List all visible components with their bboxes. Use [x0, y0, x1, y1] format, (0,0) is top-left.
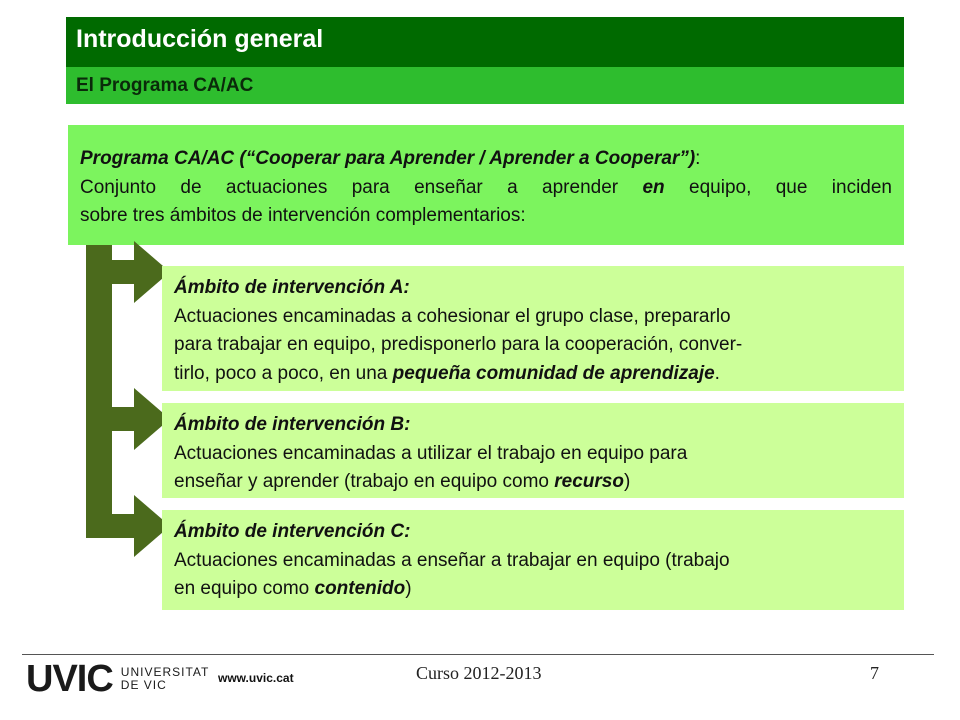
ambit-heading: Ámbito de intervención C:: [174, 521, 411, 542]
ambit-text-line: [174, 360, 890, 389]
intro-word: a: [507, 176, 518, 198]
intro-word: inciden: [831, 176, 892, 198]
ambit-emphasis: contenido: [314, 578, 406, 599]
logo-subtext: [121, 666, 210, 692]
intro-emphasis: en: [642, 176, 665, 198]
footer-divider: [22, 654, 934, 655]
slide-subtitle: El Programa CA/AC: [76, 75, 254, 96]
ambit-text: ): [623, 471, 631, 492]
course-label: Curso 2012-2013: [416, 663, 542, 683]
ambit-text: tirlo, poco a poco, en una: [174, 362, 393, 384]
connector-arm-b: [86, 407, 136, 431]
ambit-text-line: [174, 468, 890, 497]
intro-lead: Programa CA/AC (“Cooperar para Aprender / Aprender a Cooperar”): [80, 148, 696, 169]
intro-line-3: sobre tres ámbitos de intervención complementarios:: [80, 205, 526, 226]
uvic-logo: [26, 660, 209, 698]
connector-bracket: [86, 245, 112, 538]
intro-word: aprender: [542, 176, 619, 198]
ambit-box-c: [162, 510, 904, 610]
ambit-box-a: [162, 266, 904, 391]
ambit-text: ): [405, 578, 412, 599]
intro-box: [68, 125, 904, 245]
ambit-text-line: Actuaciones encaminadas a cohesionar el grupo clase, prepararlo: [174, 305, 731, 327]
slide-title: Introducción general: [76, 25, 324, 53]
intro-word: equipo,: [689, 176, 752, 198]
intro-word: de: [180, 176, 202, 198]
connector-arm-a: [86, 260, 136, 284]
logo-mark: UVIC: [26, 658, 113, 700]
intro-word: que: [775, 176, 808, 198]
intro-word: enseñar: [414, 176, 483, 198]
ambit-text: enseñar y aprender (trabajo en equipo como: [174, 471, 555, 492]
ambit-text-line: para trabajar en equipo, predisponerlo para la cooperación, conver-: [174, 334, 743, 355]
ambit-text-line: Actuaciones encaminadas a utilizar el trabajo en equipo para: [174, 442, 688, 464]
intro-lead-colon: :: [695, 148, 701, 169]
ambit-text: .: [714, 362, 720, 384]
intro-line-1: [80, 145, 892, 174]
ambit-emphasis: recurso: [554, 471, 624, 492]
page-number: 7: [870, 663, 879, 683]
website-link[interactable]: www.uvic.cat: [218, 671, 294, 685]
ambit-heading: Ámbito de intervención B:: [174, 414, 411, 435]
ambit-text-line: [174, 575, 890, 604]
logo-sub-line: DE VIC: [120, 678, 167, 692]
intro-word: para: [351, 176, 390, 198]
intro-line-2: [80, 174, 892, 203]
subtitle-bar: [66, 67, 904, 104]
logo-sub-line: UNIVERSITAT: [120, 665, 210, 679]
ambit-heading: Ámbito de intervención A:: [174, 277, 410, 298]
title-bar: [66, 17, 904, 67]
connector-arm-c: [86, 514, 136, 538]
intro-word: Conjunto: [80, 176, 157, 198]
ambit-text: en equipo como: [174, 578, 315, 599]
ambit-box-b: [162, 403, 904, 498]
ambit-emphasis: pequeña comunidad de aprendizaje: [392, 362, 715, 384]
ambit-text-line: Actuaciones encaminadas a enseñar a trabajar en equipo (trabajo: [174, 549, 730, 571]
intro-word: actuaciones: [225, 176, 328, 198]
